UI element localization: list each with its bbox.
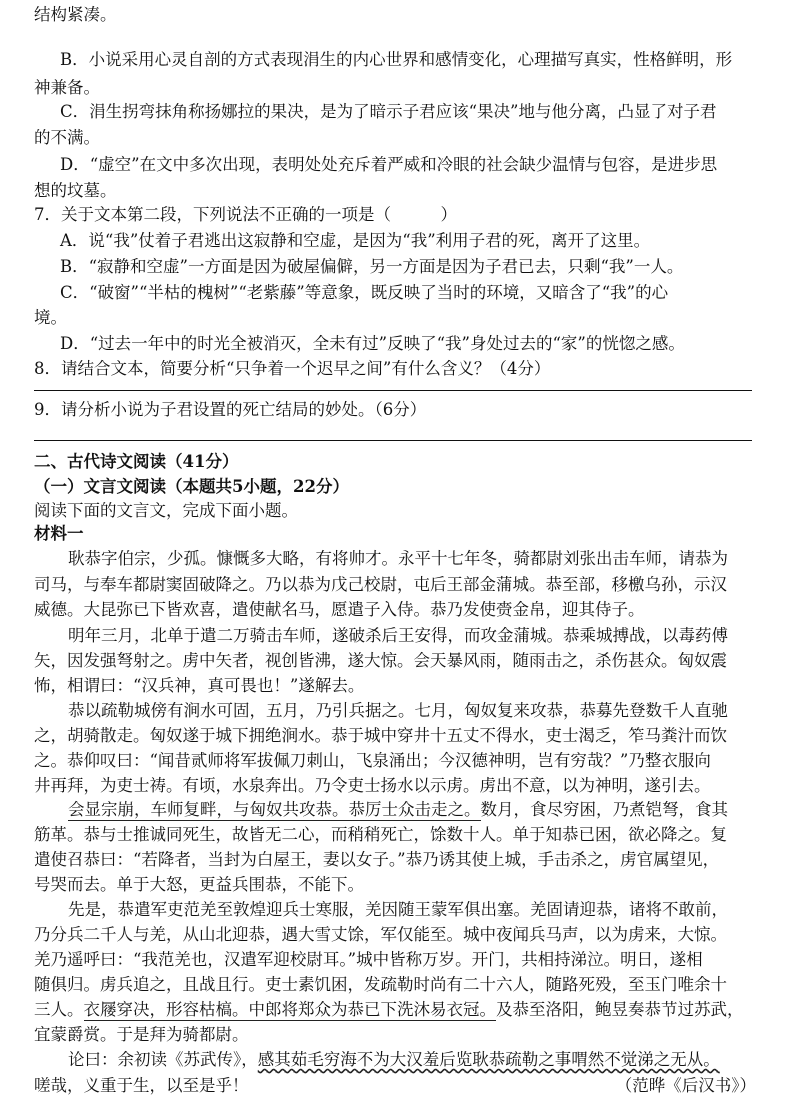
option-d-q7: D．“过去一年中的时光全被消灭，全未有过”反映了“我”身处过去的“家”的恍惚之感。 [60, 334, 685, 353]
question-8: 8．请结合文本，简要分析“只争着一个迟早之间”有什么含义？（4分） [34, 359, 551, 378]
option-b-q7: B．“寂静和空虚”一方面是因为破屋偏僻，另一方面是因为子君已去，只剩“我”一人。 [60, 257, 684, 276]
option-a-q7: A．说“我”仗着子君逃出这寂静和空虚，是因为“我”利用子君的死，离开了这里。 [60, 231, 651, 250]
passage-line: 遣使召恭曰：“若降者，当封为白屋王，妻以女子。”恭乃诱其使上城，手击杀之，虏官属望见， [34, 850, 720, 869]
passage-line: 恭以疏勒城傍有涧水可固，五月，乃引兵据之。七月，匈奴复来攻恭，恭募先登数千人直驰 [68, 701, 728, 720]
passage-line: 怖，相谓曰：“汉兵神，真可畏也！”遂解去。 [34, 676, 365, 695]
passage-line: 随俱归。虏兵追之，且战且行。吏士素饥困，发疏勒时尚有二十六人，随路死殁，至玉门唯余十 [34, 975, 727, 994]
option-c-q6: C．涓生拐弯抹角称扬娜拉的果决，是为了暗示子君应该“果决”地与他分离，凸显了对子君 [60, 102, 717, 121]
text-line: 结构紧凑。 [34, 5, 117, 24]
answer-line[interactable] [34, 390, 752, 391]
passage-line: 三人。衣屦穿决，形容枯槁。中郎将郑众为恭已下洗沐易衣冠。及恭至洛阳，鲍昱奏恭节过苏武， [34, 1000, 744, 1019]
instruction: 阅读下面的文言文，完成下面小题。 [34, 501, 298, 520]
passage-line: 宜蒙爵赏。于是拜为骑都尉。 [34, 1025, 249, 1044]
text-line: 的不满。 [34, 128, 100, 147]
text-line: 境。 [34, 308, 67, 327]
passage-line: 明年三月，北单于遣二万骑击车师，遂破杀后王安得，而攻金蒲城。恭乘城搏战，以毒药傅 [68, 626, 728, 645]
text-line: 想的坟墓。 [34, 181, 117, 200]
passage-line: 司马，与奉车都尉窦固破降之。乃以恭为戊己校尉，屯后王部金蒲城。恭至部，移檄乌孙，示汉 [34, 575, 727, 594]
passage-line: 号哭而去。单于大怒，更益兵围恭，不能下。 [34, 875, 364, 894]
passage-line: 筋革。恭与士推诚同死生，故皆无二心，而稍稍死亡，馀数十人。单于知恭已困，欲必降之。复 [34, 825, 727, 844]
passage-line: 井再拜，为吏士祷。有顷，水泉奔出。乃令吏士扬水以示虏。虏出不意，以为神明，遂引去。 [34, 776, 711, 795]
passage-line: 羌乃遥呼曰：“我范羌也，汉遣军迎校尉耳。”城中皆称万岁。开门，共相持涕泣。明日，遂相 [34, 950, 703, 969]
passage-line: 先是，恭遣军吏范羌至敦煌迎兵士寒服，羌因随王蒙军俱出塞。羌固请迎恭，诸将不敢前， [68, 900, 728, 919]
underlined-sentence: 衣屦穿决，形容枯槁。中郎将郑众为恭已下洗沐易衣冠。 [83, 1000, 496, 1019]
option-d-q6: D．“虚空”在文中多次出现，表明处处充斥着严威和冷眼的社会缺少温情与包容，是进步思 [60, 155, 718, 174]
source-citation: （范晔《后汉书》） [615, 1076, 756, 1095]
subsection-heading: （一）文言文阅读（本题共5小题，22分） [34, 477, 349, 496]
section-heading: 二、古代诗文阅读（41分） [34, 452, 239, 471]
passage-line: 矢，因发强弩射之。虏中矢者，视创皆沸，遂大惊。会天暴风雨，随雨击之，杀伤甚众。匈奴震 [34, 651, 727, 670]
passage-line: 嗟哉，义重于生，以至是乎！ [34, 1076, 249, 1095]
option-c-q7: C．“破窗”“半枯的槐树”“老紫藤”等意象，既反映了当时的环境，又暗含了“我”的心 [60, 283, 669, 302]
answer-line[interactable] [34, 440, 752, 441]
passage-line: 耿恭字伯宗，少孤。慷慨多大略，有将帅才。永平十七年冬，骑都尉刘张出击车师，请恭为 [68, 549, 728, 568]
passage-line: 威德。大昆弥已下皆欢喜，遣使献名马，愿遣子入侍。恭乃发使赍金帛，迎其侍子。 [34, 600, 645, 619]
text-line: 神兼备。 [34, 78, 100, 97]
passage-line: 论曰：余初读《苏武传》，感其茹毛穷海不为大汉羞后览耿恭疏勒之事喟然不觉涕之无从。 [68, 1050, 720, 1069]
passage-line: 之。恭仰叹曰：“闻昔贰师将军拔佩刀刺山，飞泉涌出；今汉德神明，岂有穷哉？”乃整衣服向 [34, 751, 711, 770]
wavy-underlined-sentence: 感其茹毛穷海不为大汉羞后览耿恭疏勒之事喟然不觉涕之无从。 [257, 1050, 720, 1069]
passage-line: 之，胡骑散走。匈奴遂于城下拥绝涧水。恭于城中穿井十五丈不得水，吏士渴乏，笮马粪汁而饮 [34, 726, 727, 745]
option-b-q6: B．小说采用心灵自剖的方式表现涓生的内心世界和感情变化，心理描写真实，性格鲜明，形 [60, 50, 733, 69]
underlined-sentence: 会显宗崩，车师复畔，与匈奴共攻恭。恭厉士众击走之。 [68, 800, 481, 819]
question-9: 9．请分析小说为子君设置的死亡结局的妙处。（6分） [34, 400, 427, 419]
passage-line: 乃分兵二千人与羌，从山北迎恭，遇大雪丈馀，军仅能至。城中夜闻兵马声，以为虏来，大惊。 [34, 925, 727, 944]
question-7: 7．关于文本第二段，下列说法不正确的一项是（ ） [34, 205, 457, 224]
passage-line: 会显宗崩，车师复畔，与匈奴共攻恭。恭厉士众击走之。数月，食尽穷困，乃煮铠弩，食其 [68, 800, 728, 819]
material-title: 材料一 [34, 524, 84, 543]
